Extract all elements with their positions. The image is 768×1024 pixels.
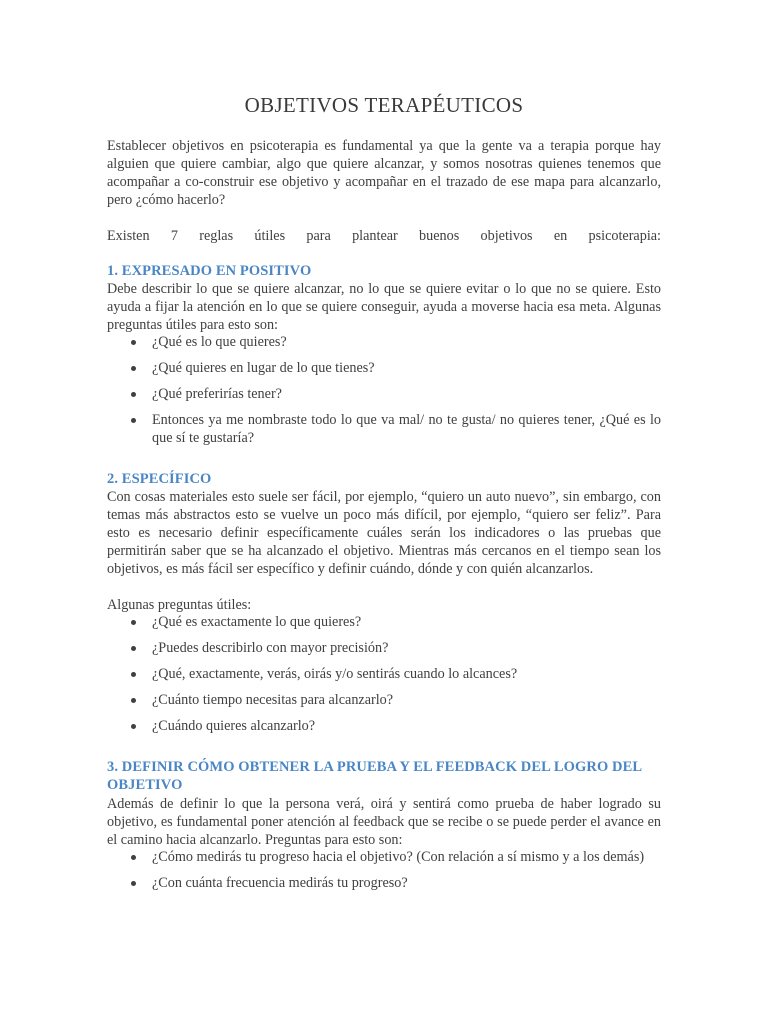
list-item: ¿Con cuánta frecuencia medirás tu progreso?: [107, 874, 661, 892]
list-item: ¿Qué, exactamente, verás, oirás y/o sentirás cuando lo alcances?: [107, 665, 661, 683]
list-item: ¿Cuándo quieres alcanzarlo?: [107, 717, 661, 735]
list-item: ¿Puedes describirlo con mayor precisión?: [107, 639, 661, 657]
section-2-text: Con cosas materiales esto suele ser fácil, por ejemplo, “quiero un auto nuevo”, sin embargo, con temas más abstractos esto se vuelve un poco más difícil, por ejemplo, “quiero ser feliz”. Para esto es necesario definir específicamente cuáles serán los indicadores o las pruebas que permitirán saber que se ha alcanzado el objetivo. Mientras más cercanos en el tiempo sean los objetivos, es más fácil ser específico y definir cuándo, dónde y con quién alcanzarlos.: [107, 489, 661, 577]
section-2-heading: 2. ESPECÍFICO: [107, 471, 212, 487]
section-2-bullet-list: [107, 613, 661, 743]
section-3-heading: 3. DEFINIR CÓMO OBTENER LA PRUEBA Y EL FEEDBACK DEL LOGRO DEL OBJETIVO: [107, 759, 642, 793]
list-item: ¿Qué preferirías tener?: [107, 385, 661, 403]
section-3-bullet-list: [107, 848, 661, 900]
intro-paragraph: Establecer objetivos en psicoterapia es fundamental ya que la gente va a terapia porque hay alguien que quiere cambiar, algo que quiere alcanzar, y somos nosotras quienes tenemos que acompañar a co-construir ese objetivo y acompañar en el trazado de ese mapa para alcanzarlo, pero ¿cómo hacerlo?: [107, 138, 661, 208]
section-3-text: Además de definir lo que la persona verá, oirá y sentirá como prueba de haber logrado su objetivo, es fundamental poner atención al feedback que se recibe o se puede perder el avance en el camino hacia alcanzarlo. Preguntas para esto son:: [107, 796, 661, 848]
section-1-bullet-list: [107, 333, 661, 455]
list-item: ¿Cómo medirás tu progreso hacia el objetivo? (Con relación a sí mismo y a los demás): [107, 848, 661, 866]
list-item: ¿Qué es lo que quieres?: [107, 333, 661, 351]
section-1-heading: 1. EXPRESADO EN POSITIVO: [107, 263, 312, 279]
list-item: ¿Qué es exactamente lo que quieres?: [107, 613, 661, 631]
section-1-text: Debe describir lo que se quiere alcanzar, no lo que se quiere evitar o lo que no se quiere. Esto ayuda a fijar la atención en lo que se quiere conseguir, ayuda a moverse hacia esa meta. Algunas preguntas útiles para esto son:: [107, 281, 661, 333]
section-2-subtext: Algunas preguntas útiles:: [107, 597, 252, 613]
list-item: ¿Qué quieres en lugar de lo que tienes?: [107, 359, 661, 377]
rules-intro-paragraph: Existen 7 reglas útiles para plantear buenos objetivos en psicoterapia:: [107, 228, 661, 244]
page-title: OBJETIVOS TERAPÉUTICOS: [244, 93, 524, 117]
list-item: ¿Cuánto tiempo necesitas para alcanzarlo?: [107, 691, 661, 709]
list-item: Entonces ya me nombraste todo lo que va mal/ no te gusta/ no quieres tener, ¿Qué es lo que sí te gustaría?: [107, 411, 661, 447]
